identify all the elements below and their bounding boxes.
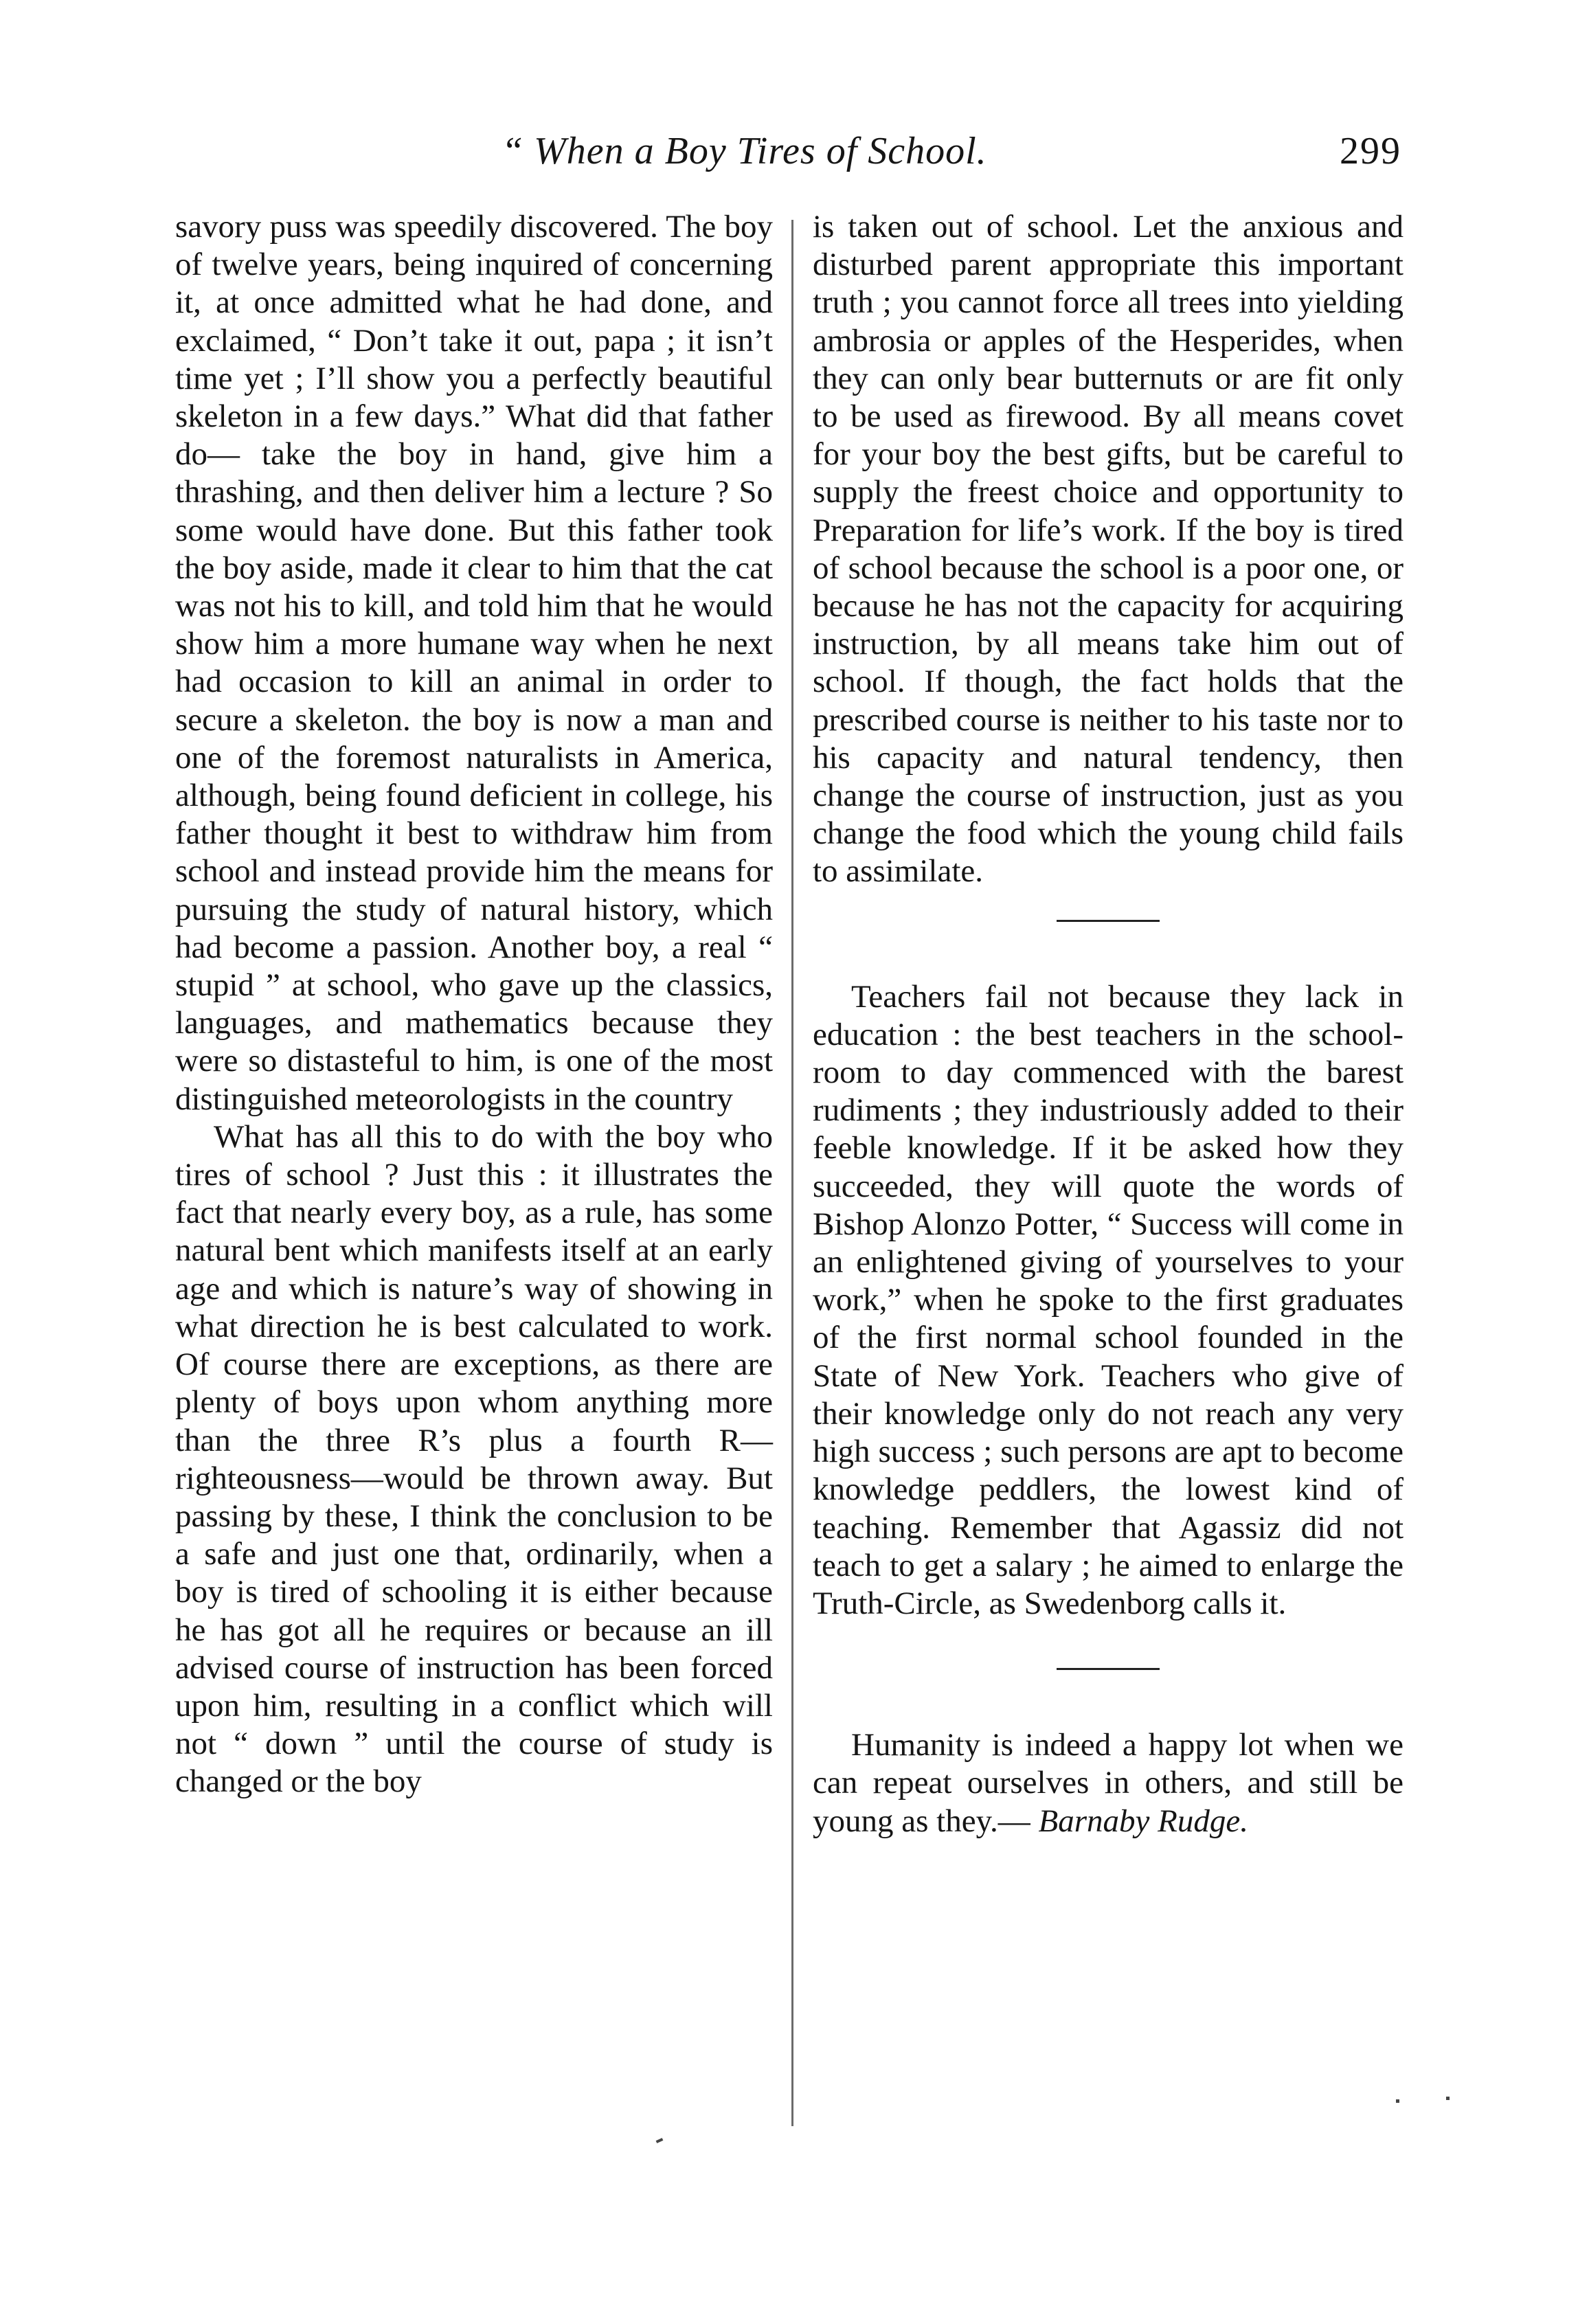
print-speck (1396, 2099, 1399, 2103)
running-head (481, 124, 1401, 179)
column-divider (791, 220, 793, 2126)
left-paragraph-2: What has all this to do with the boy who tires of school ? Just this : it illustrates the fact that nearly every boy, as a rule, has some natural bent which manifests itself at an early age and which is nature’s way of showing in what direction he is best calculated to work. Of course there are exceptions, as there are plenty of boys upon whom anything more than the three R’s plus a fourth R—righteousness—would be thrown away. But passing by these, I think the conclusion to be a safe and just one that, ordinarily, when a boy is tired of schooling it is either because he has got all he requires or because an ill advised course of instruction has been forced upon him, resulting in a conflict which will not “ down ” until the course of study is changed or the boy (175, 1118, 773, 1800)
running-title: “ When a Boy Tires of School. (501, 130, 987, 172)
section-divider (1057, 920, 1160, 922)
section-divider (1057, 1668, 1160, 1670)
left-paragraph-1: savory puss was speedily discovered. The boy of twelve years, being inquired of concerning it, at once admitted what he had done, and exclaimed, “ Don’t take it out, papa ; it isn’t time yet ; I’ll show you a perfectly beautiful skeleton in a few days.” What did that father do— take the boy in hand, give him a thrashing, and then deliver him a lecture ? So some would have done. But this father took the boy aside, made it clear to him that the cat was not his to kill, and told him that he would show him a more humane way when he next had occasion to kill an animal in order to secure a skeleton. the boy is now a man and one of the foremost naturalists in America, although, being found deficient in college, his father thought it best to withdraw him from school and instead provide him the means for pursuing the study of natural history, which had become a passion. Another boy, a real “ stupid ” at school, who gave up the classics, languages, and mathematics because they were so distasteful to him, is one of the most distinguished meteorologists in the country (175, 209, 773, 1117)
left-column (175, 208, 773, 1801)
quote-source: Barnaby Rudge. (1038, 1803, 1248, 1839)
print-speck (1446, 2097, 1450, 2100)
page-number: 299 (1340, 130, 1401, 172)
right-paragraph-2: Teachers fail not because they lack in education : the best teachers in the school-room to day commenced with the barest rudiments ; they industriously added to their feeble knowledge. If it be asked how they succeeded, they will quote the words of Bishop Alonzo Potter, “ Success will come in an enlightened giving of yourselves to your work,” when he spoke to the first graduates of the first normal school founded in the State of New York. Teachers who give of their knowledge only do not reach any very high success ; such persons are apt to become knowledge peddlers, the lowest kind of teaching. Remember that Agassiz did not teach to get a salary ; he aimed to enlarge the Truth-Circle, as Swedenborg calls it. (813, 978, 1404, 1621)
print-speck (656, 2138, 664, 2143)
quote-text: Humanity is indeed a happy lot when we can repeat ourselves in others, and still be young as they.— (813, 1727, 1404, 1839)
right-column (813, 208, 1404, 1840)
right-paragraph-1: is taken out of school. Let the anxious and disturbed parent appropriate this important truth ; you cannot force all trees into yielding ambrosia or apples of the Hesperides, when they can only bear butternuts or are fit only to be used as firewood. By all means covet for your boy the best gifts, but be careful to supply the freest choice and opportunity to Preparation for life’s work. If the boy is tired of school because the school is a poor one, or because he has not the capacity for acquiring instruction, by all means take him out of school. If though, the fact holds that the prescribed course is neither to his taste nor to his capacity and natural tendency, then change the course of instruction, just as you change the food which the young child fails to assimilate. (813, 209, 1404, 890)
closing-quote (813, 1726, 1404, 1840)
